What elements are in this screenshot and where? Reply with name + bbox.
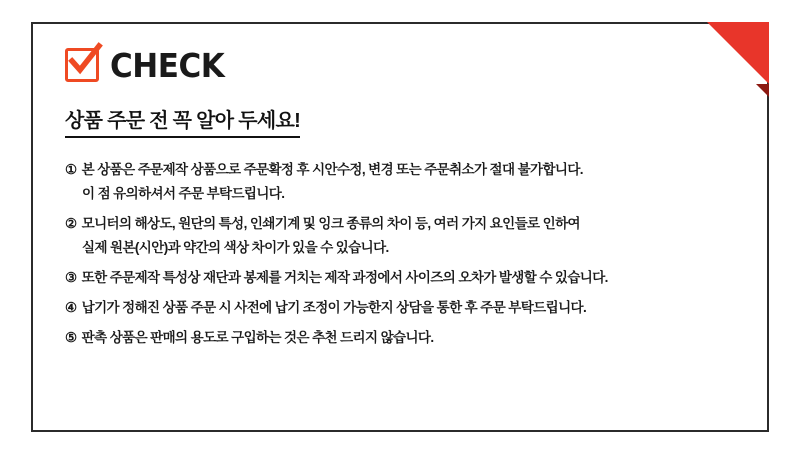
list-item-marker: ⑤ — [65, 329, 77, 345]
list-item — [65, 268, 735, 289]
check-title: CHECK — [110, 45, 225, 85]
notice-panel — [31, 22, 769, 432]
list-item — [65, 160, 735, 205]
list-item-text-continued: 실제 원본(시안)과 약간의 색상 차이가 있을 수 있습니다. — [82, 239, 389, 255]
list-item — [65, 214, 735, 259]
list-item-text: 판촉 상품은 판매의 용도로 구입하는 것은 추천 드리지 않습니다. — [81, 329, 434, 345]
list-item-marker: ④ — [65, 299, 77, 315]
list-item-text: 납기가 정해진 상품 주문 시 사전에 납기 조정이 가능한지 상담을 통한 후 주문 부탁드립니다. — [81, 299, 587, 315]
list-item-text-continued: 이 점 유의하셔서 주문 부탁드립니다. — [82, 185, 285, 201]
list-item-marker: ② — [65, 215, 77, 231]
list-item-marker: ① — [65, 162, 77, 177]
notice-subheading: 상품 주문 전 꼭 알아 두세요! — [65, 104, 300, 138]
notice-content — [31, 22, 769, 348]
list-item-text: 또한 주문제작 특성상 재단과 봉제를 거치는 제작 과정에서 사이즈의 오차가 발생할 수 있습니다. — [81, 269, 608, 285]
checkbox-check-icon — [65, 48, 99, 82]
notice-item-list — [65, 160, 735, 348]
list-item-text: 모니터의 해상도, 원단의 특성, 인쇄기계 및 잉크 종류의 차이 등, 여러 가지 요인들로 인하여 — [81, 215, 580, 231]
list-item-marker: ③ — [65, 269, 77, 285]
list-item — [65, 298, 735, 319]
list-item-text: 본 상품은 주문제작 상품으로 주문확정 후 시안수정, 변경 또는 주문취소가 절대 불가합니다. — [81, 162, 583, 177]
list-item — [65, 328, 735, 349]
check-header — [65, 45, 735, 85]
